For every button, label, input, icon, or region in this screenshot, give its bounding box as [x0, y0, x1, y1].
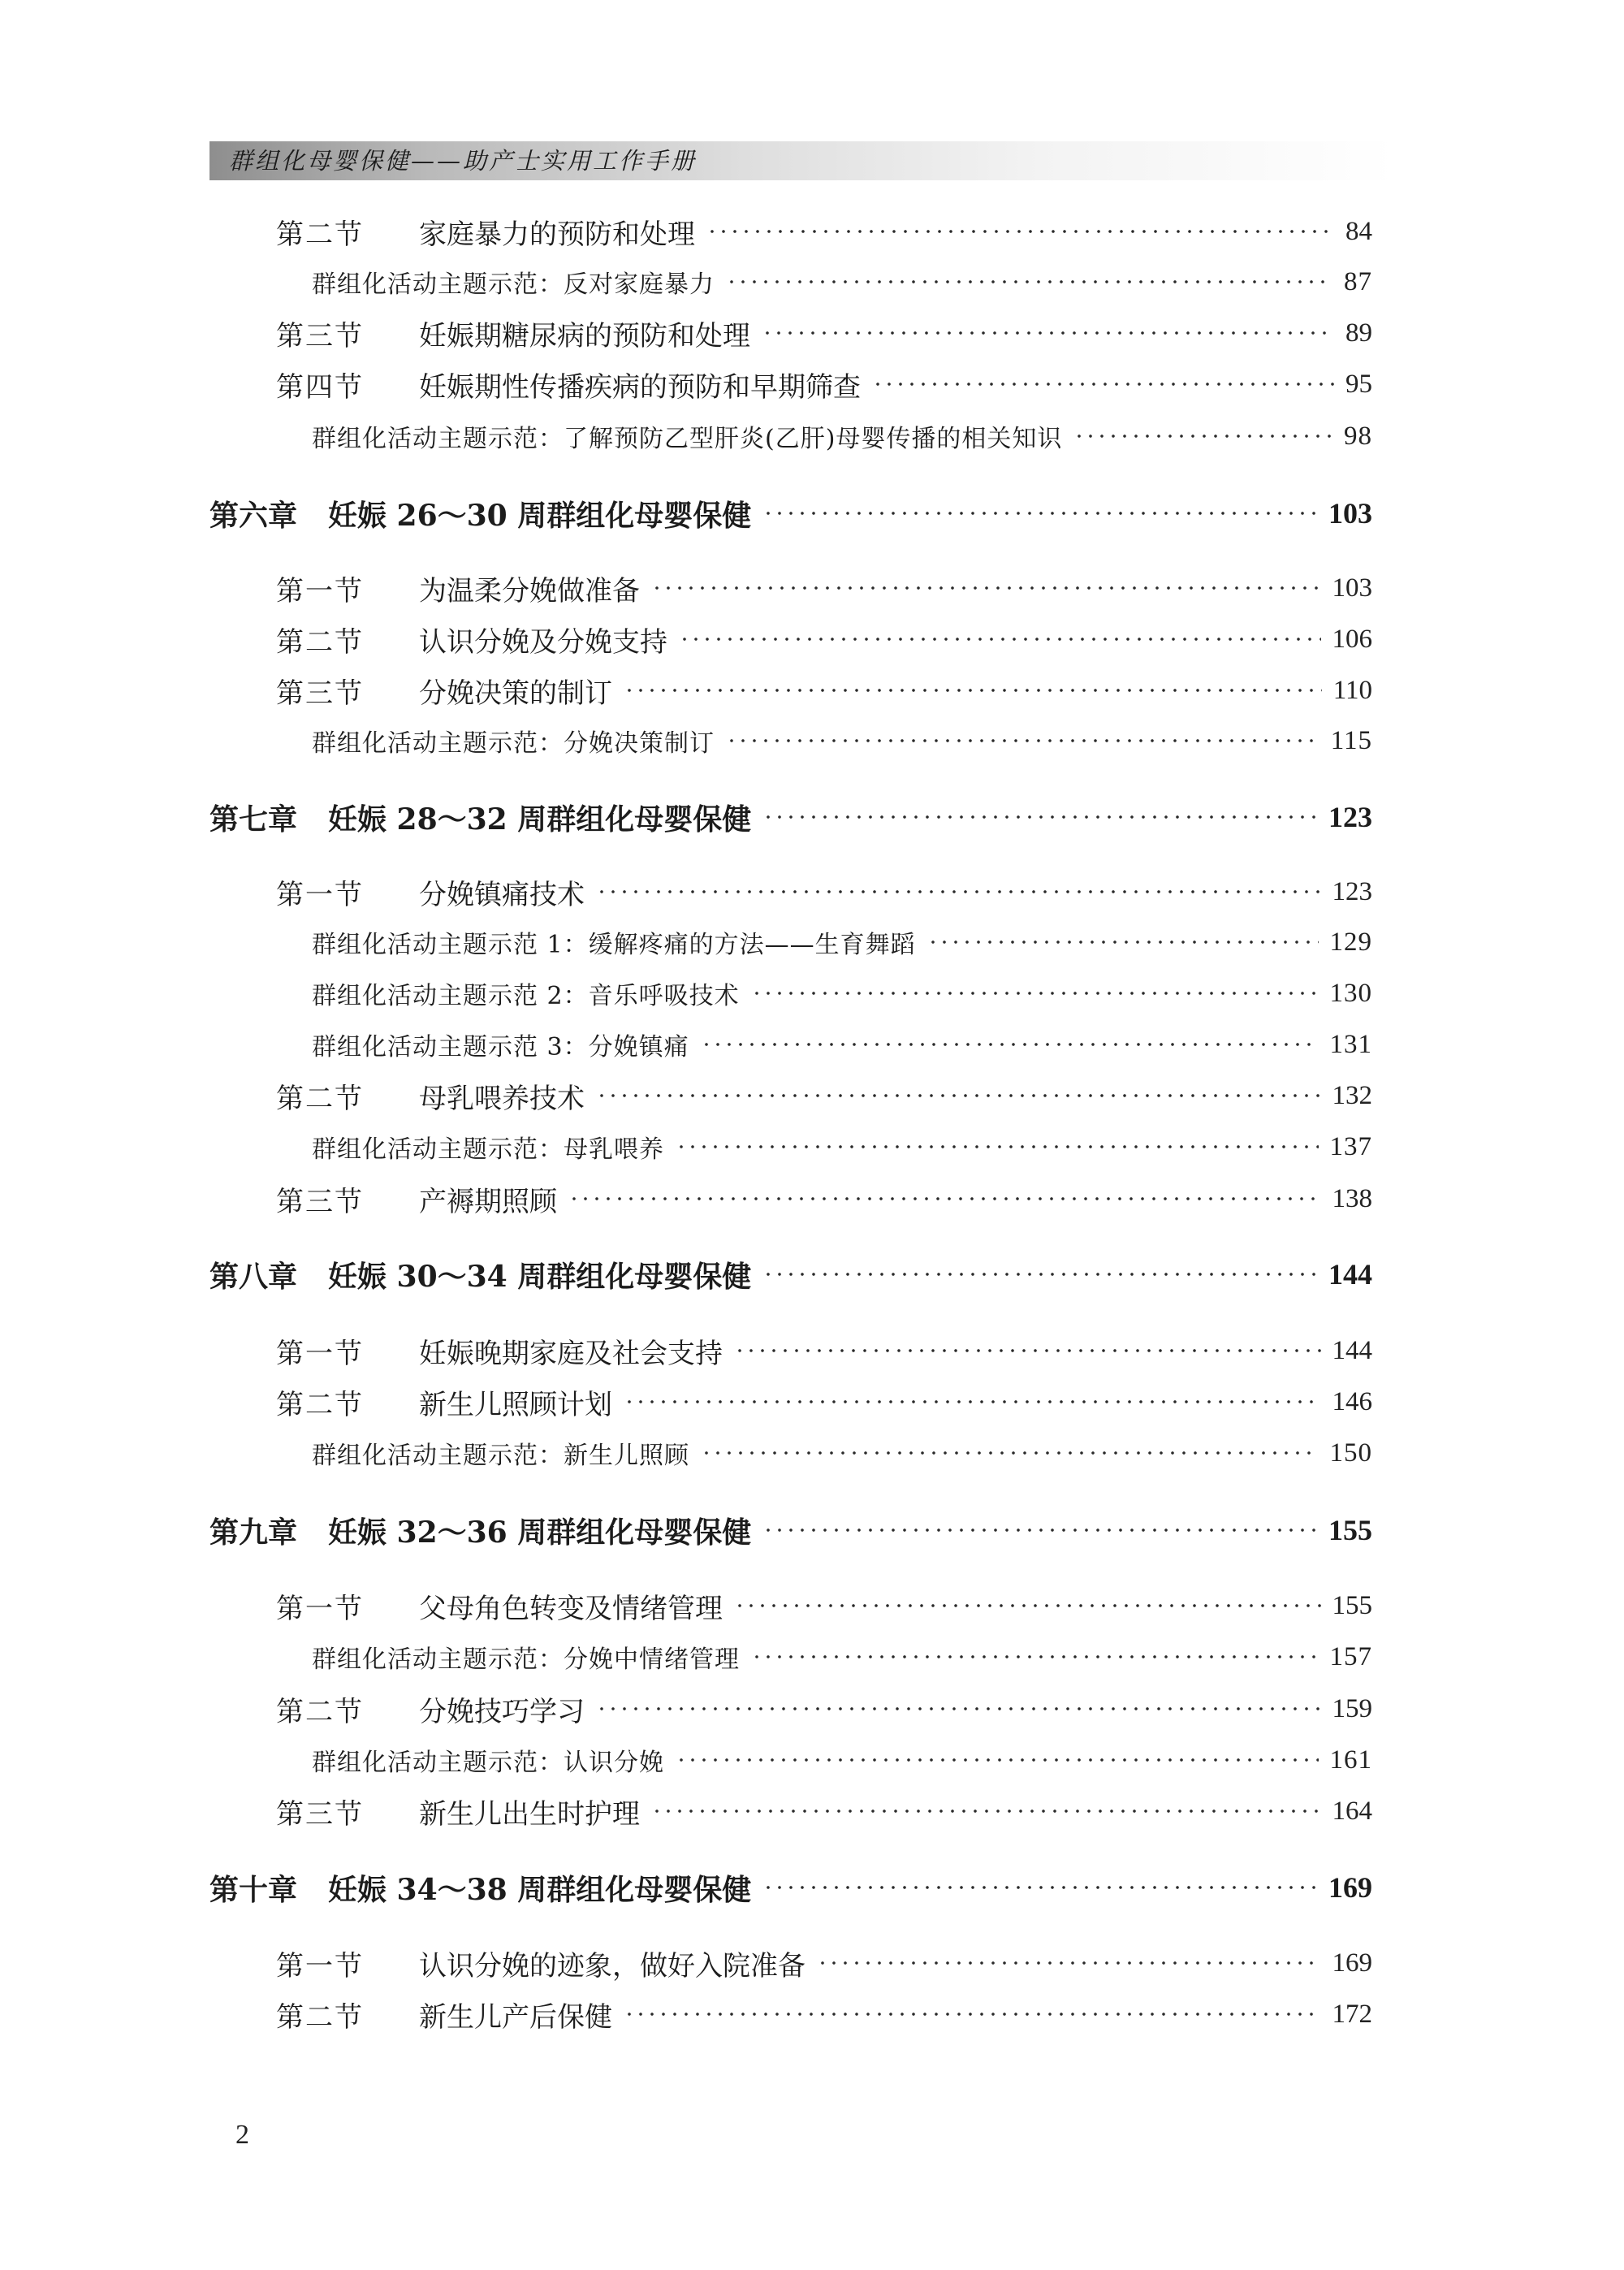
toc-entry-label: 第一节 — [276, 574, 364, 607]
toc-page-number: 159 — [1332, 1693, 1372, 1723]
toc-activity-entry[interactable] — [312, 257, 1372, 306]
toc-entry-title: 认识分娩的迹象，做好入院准备 — [419, 1949, 806, 1982]
toc-entry-title: 分娩镇痛技术 — [419, 878, 585, 911]
dot-leader — [596, 1707, 1321, 1710]
toc-page-number: 130 — [1329, 978, 1372, 1008]
toc-entry-title: 为温柔分娩做准备 — [419, 574, 640, 607]
toc-page-number: 161 — [1329, 1745, 1372, 1775]
toc-entry-label: 第二节 — [276, 218, 364, 251]
toc-entry-label: 第二节 — [276, 1695, 364, 1728]
dot-leader — [1073, 435, 1332, 438]
toc-entry-label: 第二节 — [276, 2000, 364, 2034]
toc-entry-title: 群组化活动主题示范：分娩中情绪管理 — [312, 1645, 740, 1674]
toc-page-number: 172 — [1332, 1999, 1372, 2029]
toc-activity-entry[interactable] — [312, 412, 1372, 460]
toc-page-number: 144 — [1332, 1335, 1372, 1365]
toc-activity-entry[interactable] — [312, 1632, 1372, 1681]
dot-leader — [734, 1604, 1321, 1607]
dot-leader — [762, 1528, 1317, 1532]
dot-leader — [817, 1961, 1321, 1965]
toc-page-number: 150 — [1329, 1438, 1372, 1468]
dot-leader — [762, 512, 1317, 515]
toc-chapter-entry[interactable] — [209, 489, 1372, 538]
dot-leader — [676, 1145, 1319, 1148]
toc-page-number: 115 — [1330, 725, 1372, 755]
toc-entry-label: 第一节 — [276, 1337, 364, 1370]
dot-leader — [762, 1273, 1317, 1276]
toc-entry-label: 第三节 — [276, 677, 364, 710]
toc-page-number: 103 — [1332, 573, 1372, 603]
toc-entry-title: 群组化活动主题示范：认识分娩 — [312, 1749, 664, 1777]
toc-entry-label: 第二节 — [276, 1388, 364, 1421]
toc-page-number: 106 — [1332, 624, 1372, 654]
toc-chapter-entry[interactable] — [209, 1863, 1372, 1912]
toc-section-entry[interactable] — [276, 867, 1372, 916]
toc-entry-label: 第十章 — [209, 1872, 298, 1907]
toc-entry-title: 妊娠晚期家庭及社会支持 — [419, 1337, 723, 1370]
dot-leader — [726, 739, 1320, 742]
toc-activity-entry[interactable] — [312, 1429, 1372, 1477]
toc-page-number: 132 — [1332, 1080, 1372, 1110]
toc-entry-title: 父母角色转变及情绪管理 — [419, 1592, 723, 1625]
toc-page-number: 155 — [1328, 1514, 1372, 1546]
toc-section-entry[interactable] — [276, 309, 1372, 357]
toc-entry-title: 母乳喂养技术 — [419, 1082, 585, 1115]
toc-section-entry[interactable] — [276, 666, 1372, 715]
dot-leader — [734, 1349, 1321, 1352]
toc-entry-label: 第一节 — [276, 878, 364, 911]
toc-section-entry[interactable] — [276, 1174, 1372, 1223]
toc-entry-title: 群组化活动主题示范：反对家庭暴力 — [312, 270, 715, 299]
toc-entry-label: 第二节 — [276, 1082, 364, 1115]
running-head: 群组化母婴保健——助产士实用工作手册 — [229, 147, 698, 175]
toc-entry-label: 第七章 — [209, 802, 298, 837]
toc-activity-entry[interactable] — [312, 1020, 1372, 1069]
toc-page-number: 123 — [1328, 801, 1372, 833]
dot-leader — [568, 1197, 1321, 1200]
toc-chapter-entry[interactable] — [209, 793, 1372, 841]
toc-section-entry[interactable] — [276, 360, 1372, 409]
toc-page-number: 95 — [1345, 369, 1372, 399]
dot-leader — [751, 992, 1319, 995]
dot-leader — [651, 586, 1321, 590]
toc-section-entry[interactable] — [276, 1787, 1372, 1835]
toc-entry-title: 妊娠 30～34 周群组化母婴保健 — [328, 1259, 752, 1294]
toc-activity-entry[interactable] — [312, 969, 1372, 1018]
dot-leader — [751, 1655, 1319, 1658]
page-number: 2 — [235, 2120, 249, 2150]
dot-leader — [706, 230, 1334, 233]
toc-entry-title: 妊娠期糖尿病的预防和处理 — [419, 319, 750, 352]
toc-page-number: 98 — [1344, 421, 1372, 451]
dot-leader — [596, 1094, 1321, 1097]
toc-entry-title: 群组化活动主题示范：母乳喂养 — [312, 1135, 664, 1164]
toc-page-number: 157 — [1329, 1641, 1372, 1671]
dot-leader — [676, 1758, 1319, 1762]
dot-leader — [872, 383, 1334, 386]
toc-page-number: 155 — [1332, 1590, 1372, 1620]
dot-leader — [701, 1451, 1319, 1455]
toc-chapter-entry[interactable] — [209, 1506, 1372, 1554]
toc-entry-label: 第八章 — [209, 1259, 298, 1294]
toc-activity-entry[interactable] — [312, 918, 1372, 966]
toc-entry-label: 第一节 — [276, 1949, 364, 1982]
toc-section-entry[interactable] — [276, 564, 1372, 612]
toc-entry-label: 第六章 — [209, 498, 298, 533]
toc-activity-entry[interactable] — [312, 716, 1372, 765]
toc-entry-title: 产褥期照顾 — [419, 1185, 557, 1218]
toc-page-number: 89 — [1345, 318, 1372, 348]
toc-entry-title: 认识分娩及分娩支持 — [419, 625, 667, 659]
toc-activity-entry[interactable] — [312, 1736, 1372, 1784]
toc-section-entry[interactable] — [276, 1990, 1372, 2039]
dot-leader — [726, 280, 1332, 283]
toc-section-entry[interactable] — [276, 207, 1372, 256]
toc-page-number: 164 — [1332, 1796, 1372, 1826]
toc-page-number: 144 — [1328, 1258, 1372, 1291]
toc-page-number: 129 — [1329, 927, 1372, 957]
toc-section-entry[interactable] — [276, 1581, 1372, 1630]
dot-leader — [762, 1886, 1317, 1889]
toc-entry-label: 第三节 — [276, 319, 364, 352]
toc-entry-title: 家庭暴力的预防和处理 — [419, 218, 695, 251]
toc-page-number: 110 — [1332, 675, 1372, 705]
toc-entry-title: 妊娠 32～36 周群组化母婴保健 — [328, 1515, 752, 1550]
toc-entry-title: 群组化活动主题示范 1：缓解疼痛的方法——生育舞蹈 — [312, 931, 916, 959]
toc-page-number: 84 — [1345, 216, 1372, 246]
toc-page-number: 138 — [1332, 1183, 1372, 1213]
toc-entry-title: 妊娠期性传播疾病的预防和早期筛查 — [419, 370, 861, 404]
dot-leader — [762, 815, 1317, 819]
toc-entry-label: 第九章 — [209, 1515, 298, 1550]
toc-page-number: 169 — [1328, 1871, 1372, 1904]
dot-leader — [624, 2013, 1321, 2016]
toc-page-number: 137 — [1329, 1131, 1372, 1161]
toc-entry-label: 第三节 — [276, 1797, 364, 1831]
dot-leader — [596, 890, 1321, 893]
toc-page-number: 87 — [1344, 266, 1372, 296]
toc-page-number: 103 — [1328, 497, 1372, 530]
toc-section-entry[interactable] — [276, 1939, 1372, 1987]
toc-entry-title: 分娩技巧学习 — [419, 1695, 585, 1728]
dot-leader — [701, 1043, 1319, 1046]
toc-section-entry[interactable] — [276, 615, 1372, 664]
toc-entry-label: 第三节 — [276, 1185, 364, 1218]
toc-section-entry[interactable] — [276, 1071, 1372, 1120]
toc-entry-title: 新生儿产后保健 — [419, 2000, 612, 2034]
toc-entry-title: 群组化活动主题示范 3：分娩镇痛 — [312, 1033, 689, 1061]
dot-leader — [927, 940, 1319, 944]
dot-leader — [679, 638, 1321, 641]
toc-entry-title: 妊娠 28～32 周群组化母婴保健 — [328, 802, 752, 837]
toc-entry-label: 第四节 — [276, 370, 364, 404]
toc-page-number: 169 — [1332, 1948, 1372, 1978]
toc-page-number: 123 — [1332, 876, 1372, 906]
toc-page-number: 131 — [1329, 1029, 1372, 1059]
toc-entry-label: 第一节 — [276, 1592, 364, 1625]
toc-entry-title: 妊娠 34～38 周群组化母婴保健 — [328, 1872, 752, 1907]
toc-entry-title: 新生儿出生时护理 — [419, 1797, 640, 1831]
toc-entry-title: 群组化活动主题示范 2：音乐呼吸技术 — [312, 982, 740, 1010]
dot-leader — [624, 689, 1322, 692]
toc-entry-title: 新生儿照顾计划 — [419, 1388, 612, 1421]
toc-entry-title: 群组化活动主题示范：新生儿照顾 — [312, 1442, 689, 1470]
toc-section-entry[interactable] — [276, 1326, 1372, 1375]
toc-section-entry[interactable] — [276, 1377, 1372, 1426]
toc-chapter-entry[interactable] — [209, 1250, 1372, 1299]
dot-leader — [651, 1810, 1321, 1813]
toc-entry-title: 分娩决策的制订 — [419, 677, 612, 710]
dot-leader — [762, 331, 1334, 335]
toc-entry-title: 群组化活动主题示范：了解预防乙型肝炎(乙肝)母婴传播的相关知识 — [312, 425, 1063, 453]
toc-section-entry[interactable] — [276, 1684, 1372, 1733]
toc-entry-title: 妊娠 26～30 周群组化母婴保健 — [328, 498, 752, 533]
toc-activity-entry[interactable] — [312, 1122, 1372, 1171]
dot-leader — [624, 1400, 1321, 1403]
toc-page-number: 146 — [1332, 1386, 1372, 1416]
toc-entry-label: 第二节 — [276, 625, 364, 659]
toc-entry-title: 群组化活动主题示范：分娩决策制订 — [312, 729, 715, 758]
